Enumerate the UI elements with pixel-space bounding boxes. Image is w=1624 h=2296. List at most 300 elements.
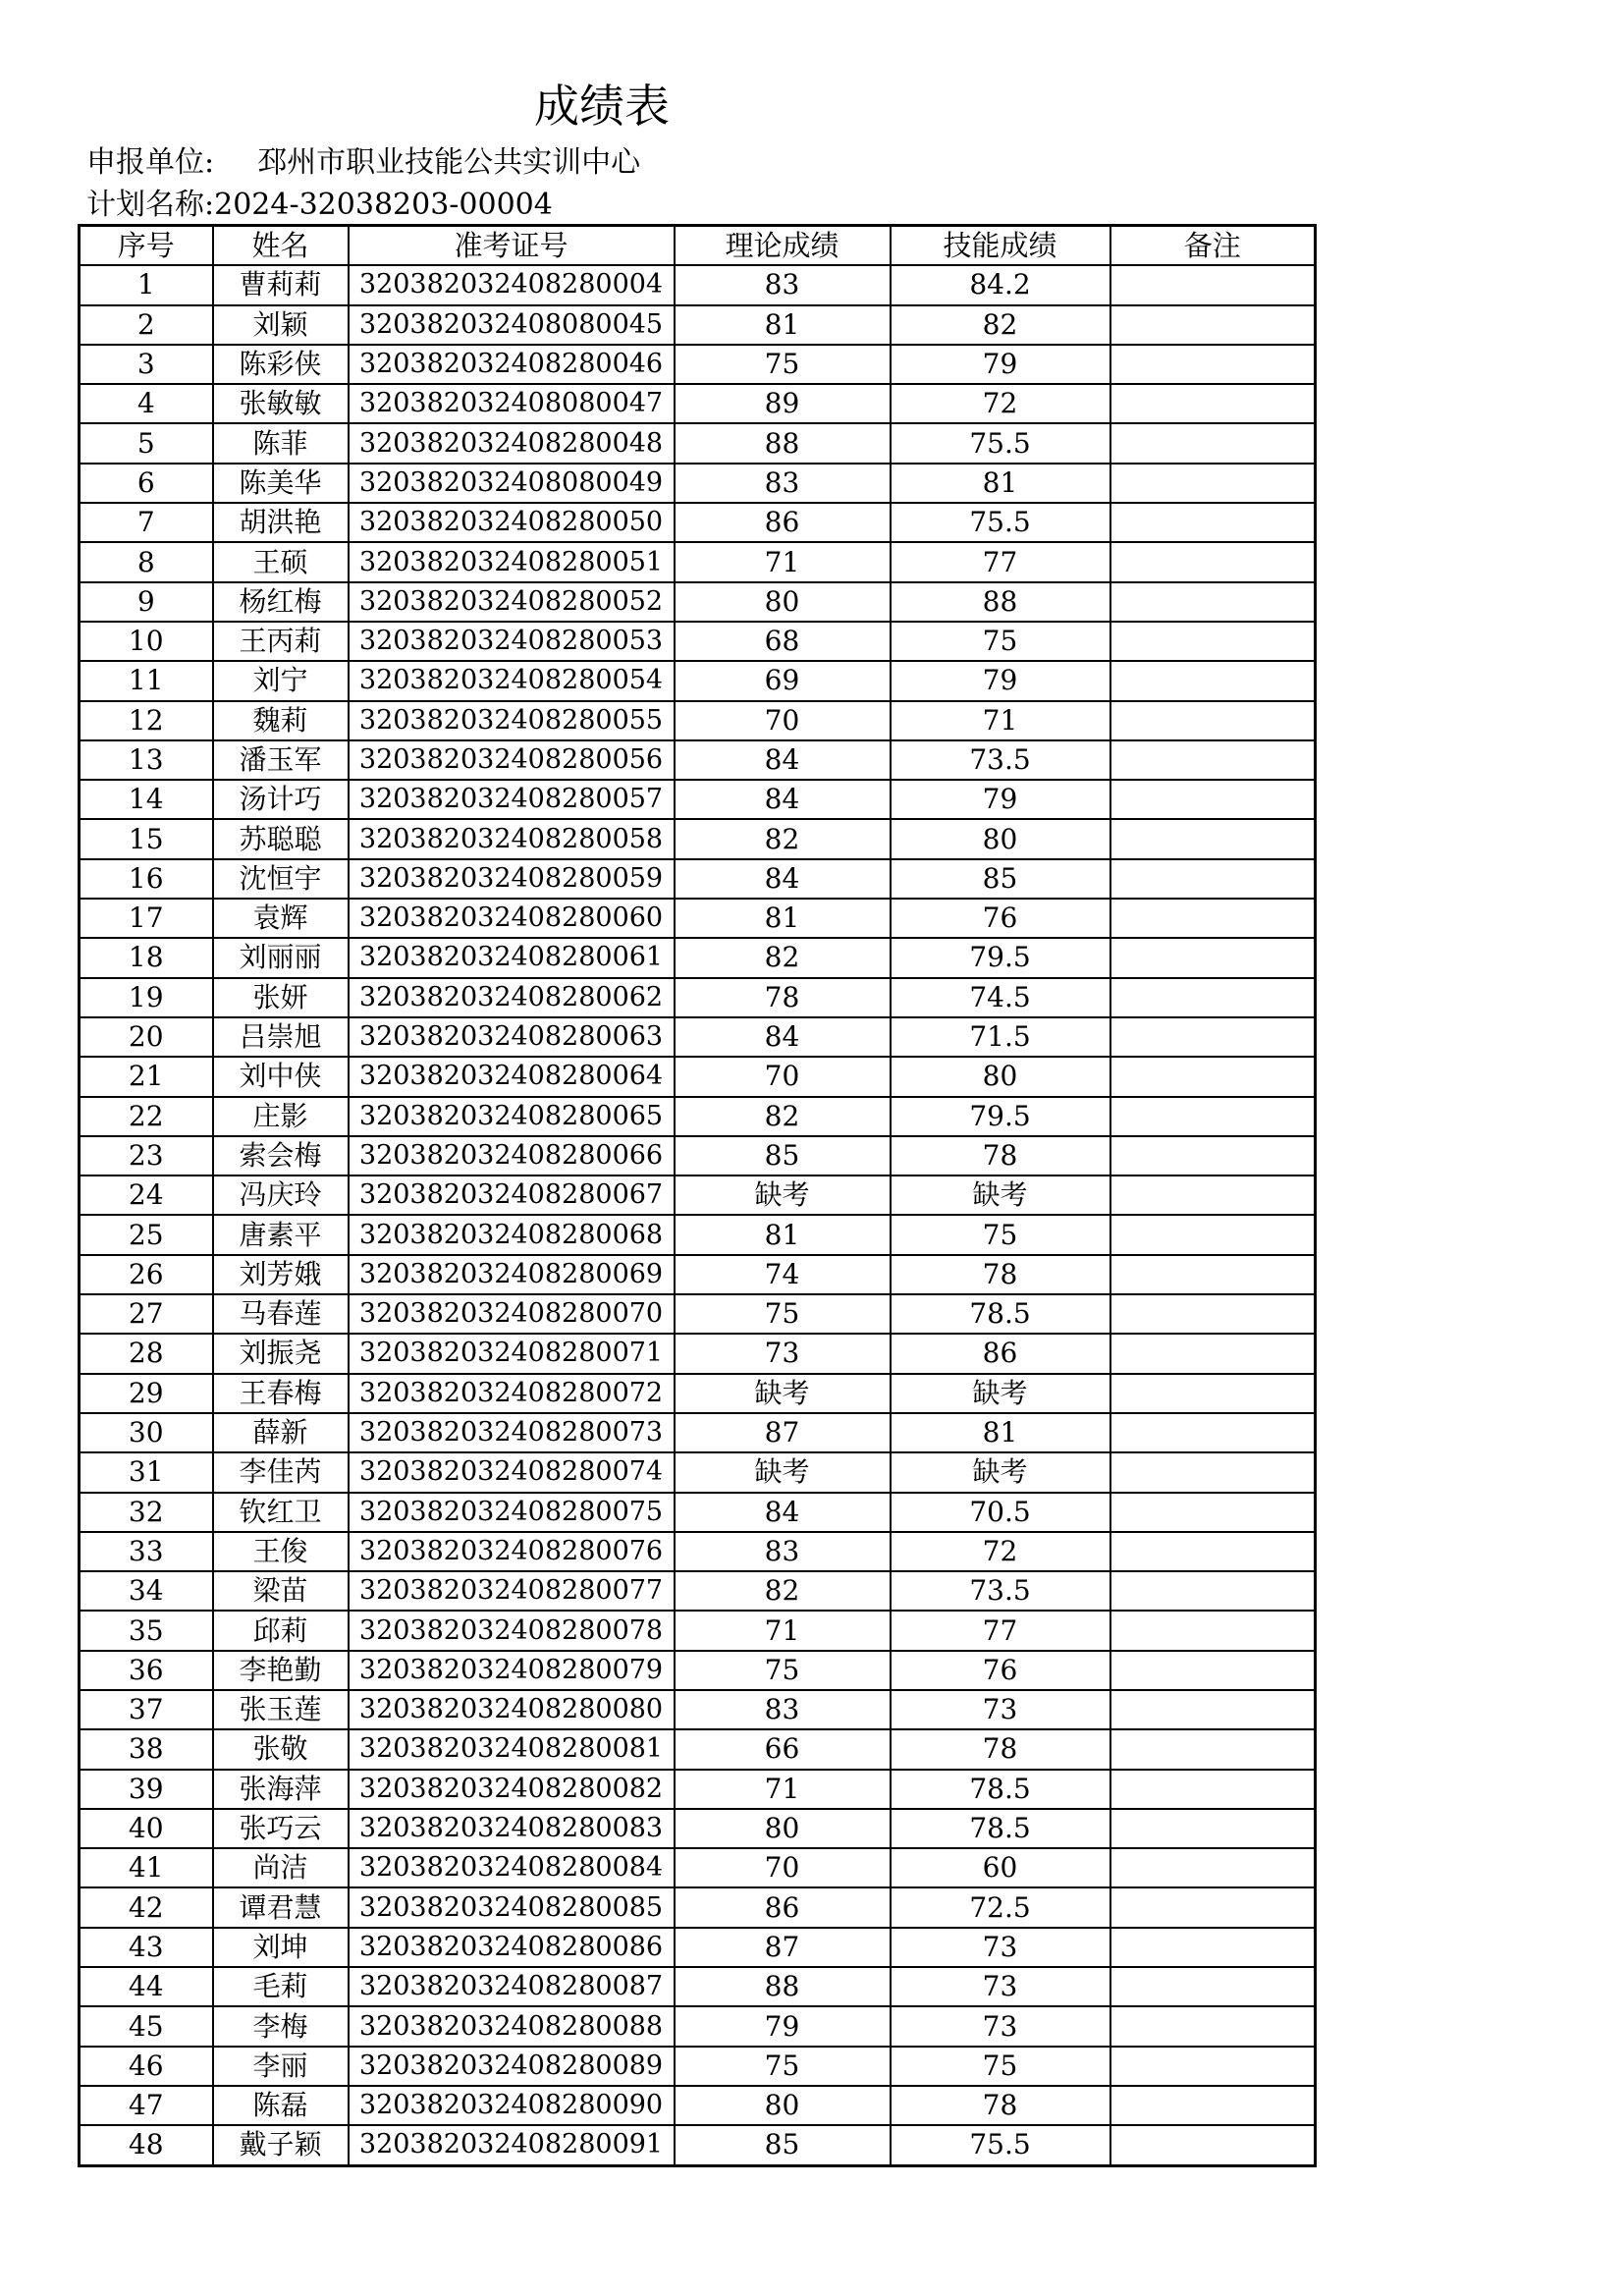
cell-theory: 75 [675,2047,891,2086]
cell-no: 40 [80,1809,213,1848]
table-row [80,1611,1316,1650]
table-row [80,1967,1316,2006]
cell-no: 8 [80,542,213,581]
plan-value: 2024-32038203-00004 [214,188,553,222]
cell-id: 320382032408280078 [349,1611,675,1650]
cell-id: 320382032408280084 [349,1848,675,1887]
cell-note [1110,1175,1316,1215]
cell-note [1110,1651,1316,1690]
cell-note [1110,1255,1316,1294]
cell-theory: 74 [675,1255,891,1294]
cell-skill: 76 [891,899,1110,938]
table-row [80,464,1316,503]
cell-no: 7 [80,503,213,542]
cell-theory: 84 [675,859,891,899]
cell-no: 1 [80,265,213,304]
table-row [80,1928,1316,1967]
cell-theory: 80 [675,2086,891,2125]
cell-id: 320382032408280054 [349,661,675,700]
table-row [80,2086,1316,2125]
cell-skill: 81 [891,464,1110,503]
cell-id: 320382032408280046 [349,345,675,384]
cell-no: 28 [80,1334,213,1373]
cell-theory: 88 [675,1967,891,2006]
cell-id: 320382032408280064 [349,1057,675,1096]
cell-skill: 75.5 [891,503,1110,542]
cell-note [1110,1493,1316,1532]
cell-skill: 85 [891,859,1110,899]
header-theory: 理论成绩 [675,226,891,266]
cell-name: 索会梅 [213,1136,349,1175]
cell-no: 21 [80,1057,213,1096]
cell-name: 袁辉 [213,899,349,938]
cell-theory: 89 [675,384,891,423]
cell-name: 张海萍 [213,1770,349,1809]
cell-id: 320382032408280052 [349,582,675,622]
table-row [80,1334,1316,1373]
cell-theory: 83 [675,1690,891,1729]
cell-name: 刘坤 [213,1928,349,1967]
cell-no: 41 [80,1848,213,1887]
cell-name: 陈磊 [213,2086,349,2125]
cell-note [1110,2006,1316,2046]
cell-name: 魏莉 [213,701,349,740]
cell-name: 薛新 [213,1413,349,1452]
cell-skill: 77 [891,1611,1110,1650]
cell-id: 320382032408280050 [349,503,675,542]
cell-skill: 75 [891,1215,1110,1254]
cell-note [1110,1215,1316,1254]
cell-name: 梁苗 [213,1571,349,1611]
cell-theory: 缺考 [675,1374,891,1413]
cell-note [1110,345,1316,384]
cell-name: 王丙莉 [213,622,349,661]
cell-name: 戴子颖 [213,2125,349,2165]
cell-no: 17 [80,899,213,938]
table-row [80,1571,1316,1611]
cell-name: 毛莉 [213,1967,349,2006]
cell-id: 320382032408280048 [349,423,675,463]
cell-name: 刘丽丽 [213,938,349,977]
header-note: 备注 [1110,226,1316,266]
cell-note [1110,384,1316,423]
table-row [80,701,1316,740]
cell-note [1110,1057,1316,1096]
cell-skill: 73.5 [891,740,1110,780]
cell-note [1110,582,1316,622]
cell-note [1110,1097,1316,1136]
table-row [80,345,1316,384]
cell-name: 庄影 [213,1097,349,1136]
cell-note [1110,780,1316,819]
cell-note [1110,1729,1316,1769]
table-row [80,1057,1316,1096]
cell-no: 32 [80,1493,213,1532]
plan-line [86,187,553,224]
cell-note [1110,1611,1316,1650]
cell-no: 3 [80,345,213,384]
unit-label: 申报单位: [86,145,215,180]
cell-no: 46 [80,2047,213,2086]
cell-id: 320382032408280077 [349,1571,675,1611]
cell-skill: 缺考 [891,1452,1110,1492]
cell-skill: 82 [891,305,1110,345]
cell-no: 45 [80,2006,213,2046]
cell-theory: 缺考 [675,1452,891,1492]
cell-note [1110,265,1316,304]
cell-note [1110,1571,1316,1611]
header-id: 准考证号 [349,226,675,266]
table-row [80,1493,1316,1532]
cell-name: 马春莲 [213,1294,349,1334]
table-row [80,899,1316,938]
cell-name: 冯庆玲 [213,1175,349,1215]
cell-theory: 68 [675,622,891,661]
cell-skill: 74.5 [891,978,1110,1017]
cell-note [1110,2086,1316,2125]
cell-theory: 81 [675,305,891,345]
cell-theory: 78 [675,978,891,1017]
cell-no: 15 [80,819,213,858]
cell-skill: 73 [891,2006,1110,2046]
cell-note [1110,938,1316,977]
cell-skill: 75.5 [891,2125,1110,2165]
table-row [80,1255,1316,1294]
table-row [80,978,1316,1017]
cell-id: 320382032408280068 [349,1215,675,1254]
cell-id: 320382032408280066 [349,1136,675,1175]
cell-id: 320382032408280060 [349,899,675,938]
table-row [80,1215,1316,1254]
cell-no: 27 [80,1294,213,1334]
cell-no: 11 [80,661,213,700]
table-row [80,423,1316,463]
table-row [80,1887,1316,1927]
cell-theory: 82 [675,938,891,977]
cell-skill: 60 [891,1848,1110,1887]
cell-note [1110,1136,1316,1175]
table-row [80,2047,1316,2086]
cell-theory: 84 [675,740,891,780]
cell-name: 王硕 [213,542,349,581]
table-row [80,1452,1316,1492]
cell-no: 10 [80,622,213,661]
table-row [80,1729,1316,1769]
cell-note [1110,305,1316,345]
cell-skill: 70.5 [891,1493,1110,1532]
cell-skill: 78 [891,1255,1110,1294]
cell-no: 30 [80,1413,213,1452]
cell-theory: 70 [675,1057,891,1096]
cell-no: 29 [80,1374,213,1413]
table-row [80,1294,1316,1334]
cell-theory: 75 [675,1651,891,1690]
cell-skill: 72 [891,384,1110,423]
cell-skill: 73.5 [891,1571,1110,1611]
cell-note [1110,2047,1316,2086]
cell-no: 48 [80,2125,213,2165]
cell-id: 320382032408280087 [349,1967,675,2006]
cell-id: 320382032408280072 [349,1374,675,1413]
cell-skill: 72.5 [891,1887,1110,1927]
cell-skill: 75 [891,2047,1110,2086]
cell-name: 刘颖 [213,305,349,345]
table-row [80,819,1316,858]
cell-id: 320382032408280090 [349,2086,675,2125]
cell-name: 曹莉莉 [213,265,349,304]
cell-id: 320382032408280074 [349,1452,675,1492]
cell-theory: 缺考 [675,1175,891,1215]
cell-no: 44 [80,1967,213,2006]
cell-theory: 88 [675,423,891,463]
cell-no: 37 [80,1690,213,1729]
cell-note [1110,1532,1316,1571]
cell-theory: 71 [675,542,891,581]
cell-theory: 82 [675,1571,891,1611]
cell-no: 18 [80,938,213,977]
cell-note [1110,1848,1316,1887]
cell-skill: 80 [891,819,1110,858]
table-row [80,1017,1316,1057]
cell-no: 39 [80,1770,213,1809]
cell-id: 320382032408280075 [349,1493,675,1532]
table-row [80,1374,1316,1413]
cell-no: 13 [80,740,213,780]
cell-skill: 缺考 [891,1175,1110,1215]
cell-id: 320382032408280051 [349,542,675,581]
cell-id: 320382032408280086 [349,1928,675,1967]
cell-note [1110,503,1316,542]
cell-id: 320382032408280088 [349,2006,675,2046]
cell-id: 320382032408280067 [349,1175,675,1215]
cell-name: 陈美华 [213,464,349,503]
cell-skill: 81 [891,1413,1110,1452]
cell-theory: 86 [675,503,891,542]
cell-name: 吕崇旭 [213,1017,349,1057]
cell-name: 张敬 [213,1729,349,1769]
cell-note [1110,1294,1316,1334]
plan-label: 计划名称: [86,188,215,222]
cell-skill: 79 [891,780,1110,819]
cell-skill: 79 [891,661,1110,700]
cell-no: 36 [80,1651,213,1690]
cell-id: 320382032408280061 [349,938,675,977]
cell-name: 李佳芮 [213,1452,349,1492]
table-row [80,1848,1316,1887]
cell-name: 唐素平 [213,1215,349,1254]
cell-theory: 79 [675,2006,891,2046]
table-body [80,265,1316,2165]
cell-id: 320382032408280058 [349,819,675,858]
cell-id: 320382032408280056 [349,740,675,780]
cell-skill: 75.5 [891,423,1110,463]
cell-no: 20 [80,1017,213,1057]
cell-no: 25 [80,1215,213,1254]
table-row [80,1532,1316,1571]
header-no: 序号 [80,226,213,266]
cell-id: 320382032408280083 [349,1809,675,1848]
cell-name: 李艳勤 [213,1651,349,1690]
unit-value: 邳州市职业技能公共实训中心 [257,145,641,180]
cell-name: 李丽 [213,2047,349,2086]
cell-id: 320382032408280076 [349,1532,675,1571]
cell-id: 320382032408280089 [349,2047,675,2086]
cell-skill: 73 [891,1967,1110,2006]
cell-skill: 缺考 [891,1374,1110,1413]
cell-name: 邱莉 [213,1611,349,1650]
cell-name: 谭君慧 [213,1887,349,1927]
cell-no: 9 [80,582,213,622]
table-row [80,1175,1316,1215]
cell-theory: 81 [675,899,891,938]
table-row [80,859,1316,899]
cell-note [1110,978,1316,1017]
cell-theory: 86 [675,1887,891,1927]
cell-name: 陈彩侠 [213,345,349,384]
cell-theory: 84 [675,780,891,819]
cell-id: 320382032408280065 [349,1097,675,1136]
table-row [80,305,1316,345]
cell-id: 320382032408280091 [349,2125,675,2165]
cell-no: 16 [80,859,213,899]
cell-no: 14 [80,780,213,819]
cell-skill: 72 [891,1532,1110,1571]
unit-line [86,144,640,182]
cell-no: 24 [80,1175,213,1215]
cell-no: 33 [80,1532,213,1571]
table-header-row [80,226,1316,266]
cell-id: 320382032408280080 [349,1690,675,1729]
cell-skill: 75 [891,622,1110,661]
cell-theory: 71 [675,1611,891,1650]
table-row [80,2006,1316,2046]
cell-name: 钦红卫 [213,1493,349,1532]
cell-note [1110,1770,1316,1809]
cell-theory: 71 [675,1770,891,1809]
cell-theory: 83 [675,1532,891,1571]
cell-skill: 71 [891,701,1110,740]
cell-theory: 70 [675,701,891,740]
score-table [78,224,1317,2167]
cell-note [1110,1887,1316,1927]
cell-name: 陈菲 [213,423,349,463]
cell-skill: 80 [891,1057,1110,1096]
header-name: 姓名 [213,226,349,266]
cell-no: 5 [80,423,213,463]
cell-id: 320382032408280069 [349,1255,675,1294]
cell-id: 320382032408280071 [349,1334,675,1373]
cell-theory: 85 [675,2125,891,2165]
table-row [80,1690,1316,1729]
cell-name: 尚洁 [213,1848,349,1887]
cell-no: 47 [80,2086,213,2125]
cell-no: 31 [80,1452,213,1492]
table-row [80,2125,1316,2165]
cell-note [1110,1334,1316,1373]
cell-name: 李梅 [213,2006,349,2046]
cell-no: 26 [80,1255,213,1294]
cell-note [1110,859,1316,899]
cell-note [1110,1809,1316,1848]
cell-id: 320382032408280082 [349,1770,675,1809]
cell-note [1110,1690,1316,1729]
table-row [80,1136,1316,1175]
cell-note [1110,1413,1316,1452]
cell-skill: 79 [891,345,1110,384]
cell-skill: 79.5 [891,938,1110,977]
cell-skill: 79.5 [891,1097,1110,1136]
cell-note [1110,1374,1316,1413]
cell-skill: 71.5 [891,1017,1110,1057]
table-row [80,1097,1316,1136]
cell-note [1110,1017,1316,1057]
table-row [80,503,1316,542]
cell-no: 4 [80,384,213,423]
cell-theory: 83 [675,265,891,304]
table-row [80,938,1316,977]
cell-id: 320382032408280085 [349,1887,675,1927]
cell-skill: 78 [891,2086,1110,2125]
cell-theory: 73 [675,1334,891,1373]
cell-note [1110,622,1316,661]
cell-name: 张妍 [213,978,349,1017]
cell-id: 320382032408280073 [349,1413,675,1452]
cell-theory: 84 [675,1493,891,1532]
cell-name: 刘中侠 [213,1057,349,1096]
table-row [80,1809,1316,1848]
cell-theory: 75 [675,1294,891,1334]
cell-skill: 78.5 [891,1770,1110,1809]
cell-note [1110,1967,1316,2006]
cell-skill: 88 [891,582,1110,622]
cell-skill: 78 [891,1729,1110,1769]
cell-id: 320382032408280081 [349,1729,675,1769]
cell-id: 320382032408080045 [349,305,675,345]
cell-note [1110,701,1316,740]
cell-skill: 78.5 [891,1294,1110,1334]
cell-no: 23 [80,1136,213,1175]
cell-skill: 78 [891,1136,1110,1175]
cell-theory: 75 [675,345,891,384]
cell-theory: 80 [675,1809,891,1848]
cell-no: 12 [80,701,213,740]
cell-skill: 73 [891,1690,1110,1729]
cell-theory: 70 [675,1848,891,1887]
cell-theory: 87 [675,1413,891,1452]
cell-theory: 69 [675,661,891,700]
cell-theory: 82 [675,819,891,858]
cell-theory: 66 [675,1729,891,1769]
cell-skill: 76 [891,1651,1110,1690]
cell-theory: 83 [675,464,891,503]
cell-skill: 73 [891,1928,1110,1967]
cell-name: 苏聪聪 [213,819,349,858]
cell-id: 320382032408280070 [349,1294,675,1334]
cell-theory: 85 [675,1136,891,1175]
cell-id: 320382032408080049 [349,464,675,503]
table-row [80,661,1316,700]
cell-note [1110,740,1316,780]
cell-name: 胡洪艳 [213,503,349,542]
cell-no: 34 [80,1571,213,1611]
table-row [80,1651,1316,1690]
table-row [80,1413,1316,1452]
cell-name: 张巧云 [213,1809,349,1848]
cell-skill: 77 [891,542,1110,581]
cell-theory: 82 [675,1097,891,1136]
cell-id: 320382032408280062 [349,978,675,1017]
cell-note [1110,1928,1316,1967]
